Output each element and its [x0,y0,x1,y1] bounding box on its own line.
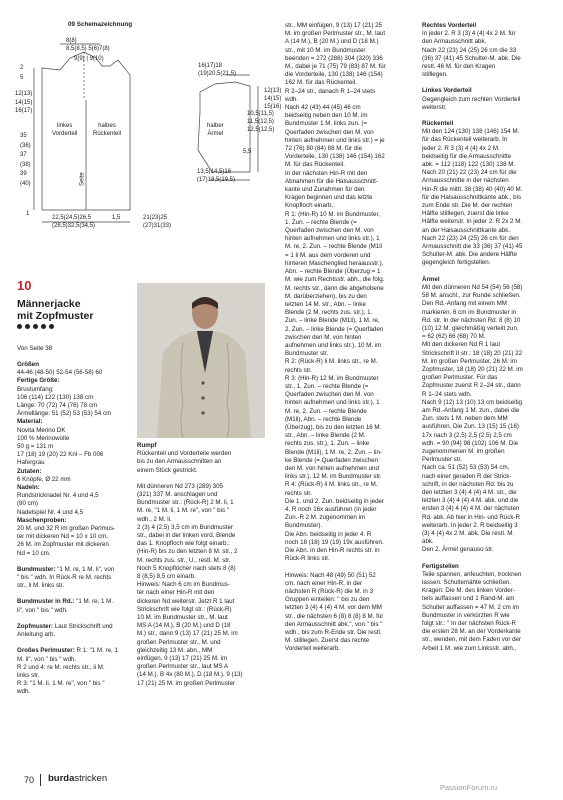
sleeve-extra: 5,5 [243,149,252,155]
section-text: Mit dünneren Nd 273 (289) 305 (321) 337 M. anschlagen und Bundmuster str.: (Rück-R) 2 M. li, 1 M. re, "1 M. li, 1 M. re", von " bis " wdh., 2 M. li. 2 (3) 4 (2,5) 3,5 cm im Bundmuster str., dabei in der linken vord. Blende das 1. Knopfloch wie folgt einarb.: (Hin-R) bis zu den letzten 8 M. str., 2 M. rechts zus. str., U., restl. M. str. Noch 5 Knopflöcher nach stets 8 (8) 8 (8,5) 8,5 cm einarb. Hinweis: Nach 6 cm im Bundmus- ter nach einer Hin-R mit den dickeren Nd weiterstr. Jetzt R 1 laut Strickschrift wie folgt str.: (Rück-R) 10 M. im Bundmuster str., M. laut MS A (14 M.), B (20 M.) und D (18 M.) str., dann 9 (13) 17 (21) 25 M. im großen Perlmuster str., M. und gleichzeitig 13 M. abn., MM einfügen, 9 (13) 17 (21) 25 M. im großen Perlmuster str., laut MS A (14 M.), B 4x (80 M.), D (18 M.), 9 (13) 17 (21) 25 M. im großen Perlmuster [137,482,243,687]
side-top: 2 5 [20,65,24,81]
sleeve-top: 16(17)18 (19)20,5(21,5) [198,63,237,77]
spacer [17,615,135,623]
body-measures: 35 (36) 37 (38) 39 (40) [20,133,31,187]
article-number: 10 [17,278,32,293]
label-half-back: halbes Rückenteil [93,123,122,137]
section-heading: Linkes Vorderteil [422,87,472,95]
top-measure: 8(8) 8,5(8,5) 5(6)7(8) [66,38,110,52]
sleeve-bottom: 13,5(14,5)16 (17)18,5(19,5) [197,169,236,183]
difficulty-dots [17,324,97,330]
section-text: Großes Perlmuster: R 1: "1 M. re, 1 M. li", von " bis " wdh. R 2 und 4: re M. rechts str., li M. links str. R 3: "1 M. li, 1 M. re", von " bis " wdh. [17,647,118,696]
bottom-mid: 1,5 [112,215,121,221]
bottom-left: 22,5(24,5)26,5 (28,5)32,5(34,5) [52,215,96,229]
section-text: Zopfmuster: Laut Strickschrift und Anleitung arb. [17,622,113,639]
section-text: Mit den dünneren Nd 54 (54) 56 (58) 58 M. anschl., zur Runde schließen. Den Rd.-Anfang mit einem MM markieren. 6 cm im Bundmuster in Rd. str. In der nächsten Rd. 8 (8) 10 (10) 12 M. gleichmäßig verteilt zun. = 62 (62) 66 (68) 70 M. Mit den dickeren Nd R 1 laut Strickschrift II str.: 18 (18) 20 (21) 22 M. im großen Perlmuster, 26 M. im Zopfmuster, 18 (18) 20 (21) 22 M. im großen Perlmuster. Für das Zopfmuster zuerst R 2–24 str., dann R 1–24 stets wdh. Nach 9 (12) 13 (10) 13 cm beidseitig am Rd.-Anfang 1 M. zun., dabei die Zun. stets 1 M. neben dem MM ausführen. Die Zun. 13 (15) 15 (16) 17x nach 3 (2,5) 2,5 (2,5) 2,5 cm wdh. = 90 (94) 98 (102) 106 M. Die zugenommenen M. im großen Perlmuster str. Nach ca. 51 (52) 53 (53) 54 cm, nach einer geraden R der Strick- schrift, in der nächsten Rd. bis zu den letzten 3 (4) 4 (4) 4 M. str., die letzten 3 (4) 4 (4) 4 M. abk. und die ersten 3 (4) 4 (4) 4 M. der nächsten Rd. abk. Ab hier in Hin- und Rück-R weiterarb. In jeder 2. R beidseitig 3 (3) 4 (4) 4x 2 M. abk. Die restl. M. abk. Den 2. Ärmel genauso str. [422,283,523,554]
schematic-label: 09 Schemazeichnung [68,21,133,28]
page-number: 70 [24,775,35,785]
brand-rest: stricken [74,773,108,784]
spacer [17,639,135,647]
section-text: Gegengleich zum rechten Vorderteil weiterstr. [422,95,521,111]
section-heading: Rechtes Vorderteil [422,22,477,29]
label-left-front: linkes Vorderteil [52,123,78,137]
section-heading: Ärmel [422,275,440,283]
section-heading: Rückenteil [422,120,454,128]
bottom-right: 21(23)25 (27)31(33) [143,215,172,229]
section-heading: Fertige Größe: [17,377,60,385]
footer-divider [40,774,41,786]
section-text: Novita Merino DK 100 % Merinowolle 50 g = 131 m 17 (18) 19 (20) 22 Knl – Fb 006 Hafergrau [17,426,104,467]
side-measures: 12(13) 14(15) 16(17) [15,91,33,114]
from-page: Von Seite 38 [17,345,53,352]
finishing-column [422,22,557,653]
section-heading: Rumpf [137,442,157,449]
section-text: Rückenteil und Vorderteile werden bis zu den Armausschnitten an einem Stück gestrickt. [137,450,232,474]
article-title: Männerjacke mit Zopfmuster [17,298,94,322]
sleeve-outline [198,82,250,172]
materials-column [17,361,135,697]
spacer [17,558,135,566]
section-heading: Fertigstellen [422,562,459,570]
sleeve-right2: 10,5(11,5) 11,5(12,5) 12,5(12,5) [247,111,275,133]
spacer [422,555,557,563]
spacer [422,79,557,87]
section-heading: Größen [17,361,40,368]
neck-measures: 9(9) | 9(10) [74,56,104,62]
brand-logo [48,775,107,783]
section-text: Rundstricknadel Nr. 4 und 4,5 (80 cm) Nadelspiel Nr. 4 und 4,5 [17,492,99,516]
watermark: PassionForum.ru [440,783,498,792]
section-text: 6 Knöpfe, Ø 22 mm [17,475,71,483]
section-text: Bundmuster: "1 M. re, 1 M. li", von " bis " wdh. In Rück-R re M. rechts str., li M. links str. [17,565,115,590]
section-heading: Zutaten: [17,467,42,475]
section-text: Bundmuster in Rd.: "1 M. re, 1 M. li", von " bis " wdh. [17,598,114,614]
section-text: 44-46 (48-50) 52-54 (56-58) 60 [17,369,103,377]
brand-bold: burda [48,773,75,784]
model-photo [137,283,265,438]
section-text: 20 M. und 32 R im großen Perlmus- ter mit dickeren Nd = 10 x 10 cm. 26 M. im Zopfmuster mit dickeren Nd = 10 cm. [17,525,116,557]
section-text: In jeder 2. R 3 (3) 4 (4) 4x 2 M. für den Armausschnitt abk. Nach 22 (23) 24 (25) 26 cm die 33 (36) 37 (41) 45 Schulter-M. abk. Die restl. 46 M. für den Kragen stilllegen. [422,30,521,79]
section-heading: Material: [17,418,43,426]
sleeve-label: halber Ärmel [207,123,224,137]
instructions-column: str., MM einfügen, 9 (13) 17 (21) 25 M. im großen Perlmuster str., M. laut A (14 M.), B (20 M.) und D (18 M.) str., mit 10 M. im Bundmuster beenden = 272 (288) 304 (320) 336 M., dabei je 71 (75) 79 (83) 87 M. für die Vorderteile, 130 (138) 146 (154) 162 M. für das Rückenteil. R 2–24 str., danach R 1–24 stets wdh. Nach 42 (43) 44 (45) 46 cm beidseitig neben den 10 M. im Bundmuster 1 M. links zun. (= Querfaden zwischen den M. von hinten aufnehmen und links str.) = je 72 (76) 80 (84) 88 M. für die Vorderteile, 130 (138) 146 (154) 162 M. für das Rückenteil. In der nächsten Hin-R mit den Abnahmen für die Halsausschnitt- kante und Zunahmen für den Kragen beginnen und das letzte Knopfloch einarb.: R 1: (Hin-R) 10 M. im Bundmuster, 1. Zun. – rechte Blende (= Querfaden zwischen den M. von hinten aufnehmen und links str.), 1 M. re, 2. Zun. – rechte Blende (M1li = 1 li M. aus dem vorderen und hinteren Maschenglied heraausstr.), Abn. – rechte Blende (Überzug = 1 M. wie zum Rechtsstr. abh., die folg. M. rechts str., dann die abgehobene M. darüberziehen), bis zu den letzten 14 M. str., Abn. – linke Blende (2 M. rechts zus. str.), 1. Zun. – linke Blende (M1li), 1 M. re, 2. Zun. – linke Blende (= Querfaden zwischen den M. von hinten aufnehmen und links str.), 10 M. im Bundmuster str. R 2: (Rück-R) li M. links str., re M. rechts str. R 3: (Hin-R) 12 M. im Bundmuster str., 1. Zun. – rechte Blende (= Querfaden zwischen den M. von hinten aufnehmen und links str.), 1 M. re, 2. Zun. – rechte Blende (M1li), Abn. – rechte Blende (Überzug), bis zu den letzten 16 M. str., Abn. – linke Blende (2 M. rechts zus. str.), 1. Zun. – linke Blende (M1li), 1 M. re, 2. Zun. – lin- ke Blende (= Querfaden zwischen den M. von hinten aufnehmen und links str.), 12 M. im Bundmuster str. R 4: (Rück-R) li M. links str., re M. rechts str. Die 1. und 2. Zun. beidseitig in jeder 4. R noch 16x ausführen (in jeder Zun.-R 2 M. zugenommen im Bundmuster). Die Abn. beidseitig in jeder 4. R noch 18 (18) 19 (19) 19x ausführen. Die Abn. in den Hin-R rechts str. in Rück-R links str. Hinweis: Nach 48 (49) 50 (51) 52 cm, nach einer Hin-R, in der nächsten R (Rück-R) die M. in 3 Gruppen einteilen: " bis zu den letzten 3 (4) 4 (4) 4 M. vor dem MM str., die nächsten 6 (8) 8 (8) 8 M. für den Armausschnitt abk.", von " bis " wdh., bis zum R-Ende str. Die restl. M. stilllegen. Zuerst das rechte Vorderteil weiterarb. [285,22,386,653]
section-text: Teile spannen, anfeuchten, trocknen lassen. Schultemähte schließen. Kragen: Die M. des linken Vorder- teils auffassen und 1 Rand-M. am Schulter auffassen = 47 M. 2 cm im Bundmuster in verkürzten R wie folgt str.: " In der nächsten Rück-R die ersten 28 M. an der Vorderkante str., wenden, mit dem Faden vor der Arbeit 1 M. wie zum Linksstr. abh., [422,570,522,652]
spacer [17,590,135,598]
rumpf-column [137,442,269,688]
spacer [422,268,557,276]
sleeve-right: 12(13) 14(15) 15(16) [264,88,282,110]
bottom-small: 1 [26,211,30,217]
spacer [422,112,557,120]
section-text: Brustumfang: 106 (114) 122 (130) 138 cm Länge: 70 (72) 74 (76) 78 cm Ärmellänge: 51 (52) 53 (53) 54 cm [17,385,112,418]
section-text: Mit den 124 (130) 138 (146) 154 M. für das Rückenteil weiterarb. In jeder 2. R 3 (3) 4 (4) 4x 2 M. beidseitig für die Armausschnitte abk. = 112 (118) 122 (130) 138 M. Nach 20 (21) 22 (23) 24 cm für die Armausschnitte in der nächsten Hin-R die mittl. 38 (38) 40 (40) 40 M. für die Halsausschnittkante abk., bis zum Ende str. Die M. der rechten Hälfte stilllegen, zuerst die linke Hälfte weiterstr. In jeder 2. R 2x 2 M. an der Halsausschnittkante abk. Nach 22 (23) 24 (25) 26 cm für den Armausschnitt die 33 (36) 37 (41) 45 Schulter-M. abk. Die andere Hälfte gegengleich fertigstellen. [422,128,523,267]
spacer [137,475,269,483]
section-heading: Nadeln: [17,484,40,492]
label-side: Seite [79,172,86,186]
section-heading: Maschenproben: [17,516,67,524]
